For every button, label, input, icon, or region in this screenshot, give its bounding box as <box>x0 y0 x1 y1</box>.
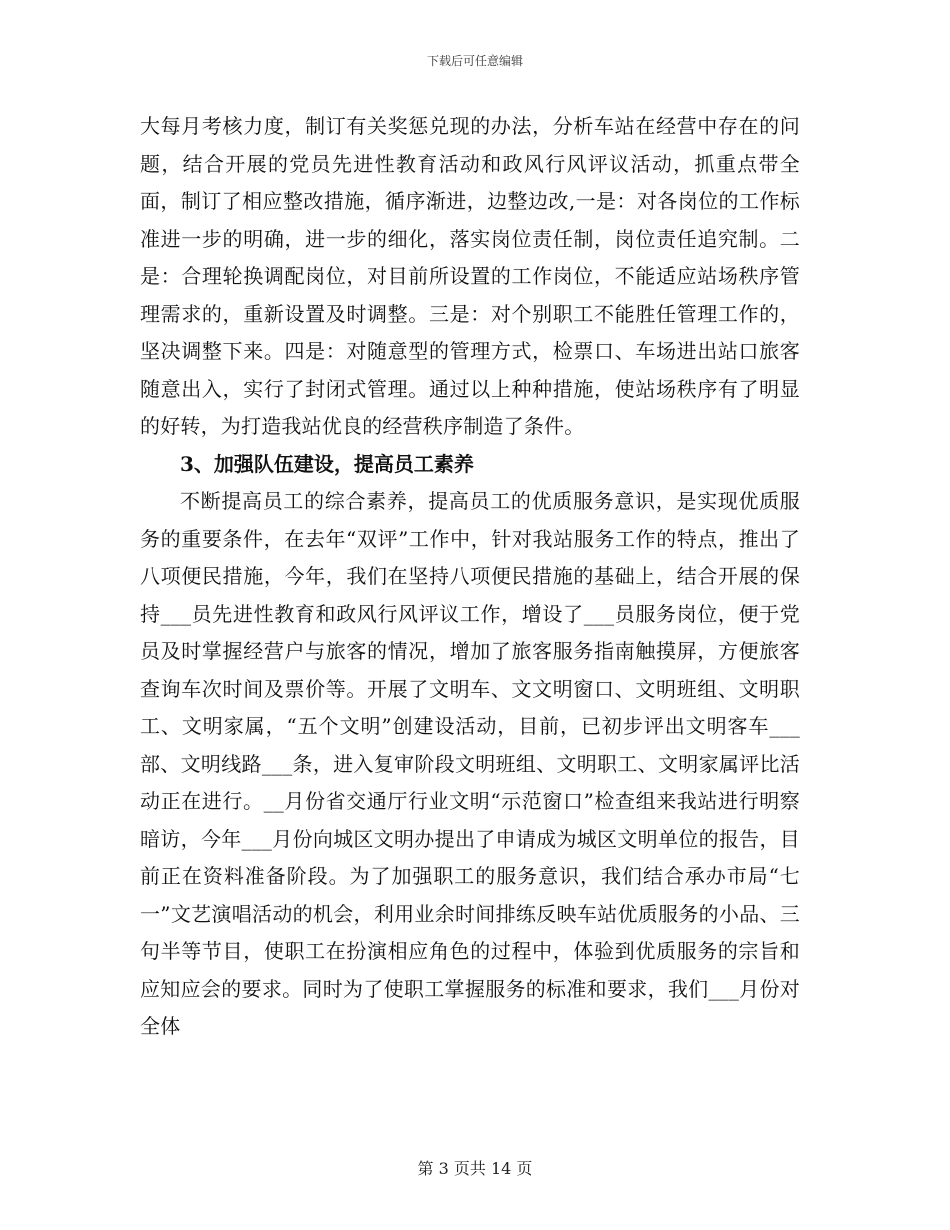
document-body <box>140 108 800 1046</box>
paragraph-continuation: 大每月考核力度，制订有关奖惩兑现的办法，分析车站在经营中存在的问题，结合开展的党员先进性教育活动和政风行风评议活动，抓重点带全面，制订了相应整改措施，循序渐进，边整边改,一是：对各岗位的工作标准进一步的明确，进一步的细化，落实岗位责任制，岗位责任追究制。二是：合理轮换调配岗位，对目前所设置的工作岗位，不能适应站场秩序管理需求的，重新设置及时调整。三是：对个别职工不能胜任管理工作的，坚决调整下来。四是：对随意型的管理方式，检票口、车场进出站口旅客随意出入，实行了封闭式管理。通过以上种种措施，使站场秩序有了明显的好转，为打造我站优良的经营秩序制造了条件。 <box>140 114 800 438</box>
section-heading: 3、加强队伍建设，提高员工素养 <box>180 451 474 476</box>
page-number: 第 3 页共 14 页 <box>417 1159 533 1178</box>
page-header-note: 下载后可任意编辑 <box>426 54 523 68</box>
paragraph-staff-quality: 不断提高员工的综合素养，提高员工的优质服务意识，是实现优质服务的重要条件，在去年“双评”工作中，针对我站服务工作的特点，推出了八项便民措施，今年，我们在坚持八项便民措施的基础上，结合开展的保持___员先进性教育和政风行风评议工作，增设了___员服务岗位，便于党员及时掌握经营户与旅客的情况，增加了旅客服务指南触摸屏，方便旅客查询车次时间及票价等。开展了文明车、文文明窗口、文明班组、文明职工、文明家属，“五个文明”创建设活动，目前，已初步评出文明客车___部、文明线路___条，进入复审阶段文明班组、文明职工、文明家属评比活动正在进行。__月份省交通厅行业文明“示范窗口”检查组来我站进行明察暗访，今年___月份向城区文明办提出了申请成为城区文明单位的报告，目前正在资料准备阶段。为了加强职工的服务意识，我们结合承办市局“七一”文艺演唱活动的机会，利用业余时间排练反映车站优质服务的小品、三句半等节目，使职工在扮演相应角色的过程中，体验到优质服务的宗旨和应知应会的要求。同时为了使职工掌握服务的标准和要求，我们___月份对全体 <box>140 489 800 1038</box>
